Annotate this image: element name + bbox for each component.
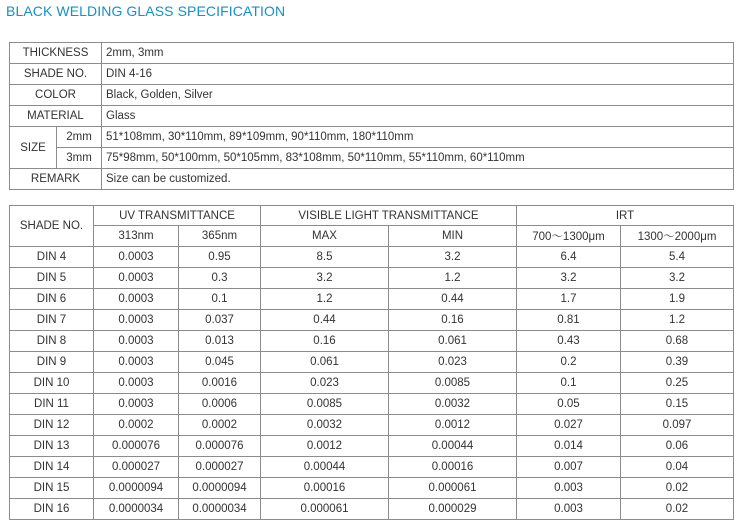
table-row xyxy=(10,352,734,373)
uv-365nm-cell: 0.0002 xyxy=(179,415,261,436)
spec-row-thickness xyxy=(10,43,734,64)
remark-value: Size can be customized. xyxy=(102,169,734,190)
irt-700-1300-cell: 0.43 xyxy=(517,331,621,352)
uv-365nm-cell: 0.000027 xyxy=(179,457,261,478)
irt-1300-2000-cell: 0.15 xyxy=(621,394,734,415)
uv-transmittance-header: UV TRANSMITTANCE xyxy=(94,206,261,226)
irt-700-1300-header: 700～1300μm xyxy=(517,226,621,247)
irt-1300-2000-cell: 0.25 xyxy=(621,373,734,394)
header-row-sub xyxy=(10,226,734,247)
uv-313nm-cell: 0.0003 xyxy=(94,268,179,289)
shade-cell: DIN 9 xyxy=(10,352,94,373)
uv-365nm-cell: 0.045 xyxy=(179,352,261,373)
shade-cell: DIN 7 xyxy=(10,310,94,331)
table-row xyxy=(10,289,734,310)
uv-313nm-cell: 0.0002 xyxy=(94,415,179,436)
visible-min-cell: 0.16 xyxy=(389,310,517,331)
visible-max-header: MAX xyxy=(261,226,389,247)
uv-365nm-cell: 0.95 xyxy=(179,247,261,268)
irt-700-1300-cell: 0.014 xyxy=(517,436,621,457)
visible-min-header: MIN xyxy=(389,226,517,247)
irt-700-1300-cell: 0.1 xyxy=(517,373,621,394)
size-3mm-value: 75*98mm, 50*100mm, 50*105mm, 83*108mm, 50*110mm, 55*110mm, 60*110mm xyxy=(102,148,734,169)
uv-365nm-cell: 0.1 xyxy=(179,289,261,310)
visible-min-cell: 3.2 xyxy=(389,247,517,268)
irt-1300-2000-cell: 0.06 xyxy=(621,436,734,457)
thickness-value: 2mm, 3mm xyxy=(102,43,734,64)
shade-cell: DIN 8 xyxy=(10,331,94,352)
uv-365nm-cell: 0.000076 xyxy=(179,436,261,457)
visible-max-cell: 0.023 xyxy=(261,373,389,394)
irt-1300-2000-cell: 1.9 xyxy=(621,289,734,310)
irt-1300-2000-header: 1300～2000μm xyxy=(621,226,734,247)
visible-min-cell: 0.44 xyxy=(389,289,517,310)
irt-700-1300-cell: 0.003 xyxy=(517,499,621,520)
page-title: BLACK WELDING GLASS SPECIFICATION xyxy=(6,3,286,19)
visible-min-cell: 0.00044 xyxy=(389,436,517,457)
shade-cell: DIN 16 xyxy=(10,499,94,520)
uv-313nm-cell: 0.0003 xyxy=(94,247,179,268)
uv-313nm-cell: 0.0003 xyxy=(94,310,179,331)
uv-313nm-cell: 0.0003 xyxy=(94,331,179,352)
uv-313nm-cell: 0.000027 xyxy=(94,457,179,478)
irt-700-1300-cell: 6.4 xyxy=(517,247,621,268)
irt-700-1300-cell: 0.05 xyxy=(517,394,621,415)
visible-max-cell: 0.0085 xyxy=(261,394,389,415)
visible-min-cell: 0.023 xyxy=(389,352,517,373)
shade-cell: DIN 4 xyxy=(10,247,94,268)
visible-max-cell: 3.2 xyxy=(261,268,389,289)
visible-min-cell: 0.000061 xyxy=(389,478,517,499)
uv-365nm-cell: 0.0016 xyxy=(179,373,261,394)
irt-1300-2000-cell: 0.097 xyxy=(621,415,734,436)
uv-313nm-cell: 0.0000094 xyxy=(94,478,179,499)
shade-cell: DIN 5 xyxy=(10,268,94,289)
visible-min-cell: 0.000029 xyxy=(389,499,517,520)
uv-313nm-header: 313nm xyxy=(94,226,179,247)
visible-max-cell: 0.44 xyxy=(261,310,389,331)
material-value: Glass xyxy=(102,106,734,127)
shade-cell: DIN 6 xyxy=(10,289,94,310)
irt-1300-2000-cell: 0.02 xyxy=(621,499,734,520)
visible-max-cell: 0.0012 xyxy=(261,436,389,457)
shade-label: SHADE NO. xyxy=(10,64,102,85)
table-row xyxy=(10,373,734,394)
spec-row-size-3mm xyxy=(10,148,734,169)
thickness-label: THICKNESS xyxy=(10,43,102,64)
shade-cell: DIN 12 xyxy=(10,415,94,436)
table-row xyxy=(10,478,734,499)
irt-1300-2000-cell: 3.2 xyxy=(621,268,734,289)
transmittance-table-body xyxy=(10,247,734,520)
shade-no-header: SHADE NO. xyxy=(10,206,94,247)
uv-365nm-cell: 0.013 xyxy=(179,331,261,352)
irt-700-1300-cell: 1.7 xyxy=(517,289,621,310)
size-3mm-label: 3mm xyxy=(57,148,102,169)
irt-700-1300-cell: 0.003 xyxy=(517,478,621,499)
uv-365nm-cell: 0.0000034 xyxy=(179,499,261,520)
spec-row-remark xyxy=(10,169,734,190)
irt-700-1300-cell: 0.027 xyxy=(517,415,621,436)
table-row xyxy=(10,394,734,415)
shade-cell: DIN 13 xyxy=(10,436,94,457)
specification-table xyxy=(9,42,734,190)
table-row xyxy=(10,457,734,478)
visible-max-cell: 8.5 xyxy=(261,247,389,268)
uv-313nm-cell: 0.0003 xyxy=(94,394,179,415)
irt-1300-2000-cell: 0.68 xyxy=(621,331,734,352)
uv-365nm-cell: 0.037 xyxy=(179,310,261,331)
shade-cell: DIN 10 xyxy=(10,373,94,394)
shade-cell: DIN 14 xyxy=(10,457,94,478)
irt-1300-2000-cell: 0.02 xyxy=(621,478,734,499)
uv-313nm-cell: 0.0003 xyxy=(94,373,179,394)
irt-700-1300-cell: 0.2 xyxy=(517,352,621,373)
irt-1300-2000-cell: 5.4 xyxy=(621,247,734,268)
size-label: SIZE xyxy=(10,127,57,169)
visible-max-cell: 0.061 xyxy=(261,352,389,373)
header-row-main xyxy=(10,206,734,226)
table-row xyxy=(10,499,734,520)
visible-max-cell: 0.16 xyxy=(261,331,389,352)
visible-min-cell: 0.0085 xyxy=(389,373,517,394)
visible-min-cell: 0.00016 xyxy=(389,457,517,478)
visible-max-cell: 0.000061 xyxy=(261,499,389,520)
uv-313nm-cell: 0.0003 xyxy=(94,352,179,373)
shade-cell: DIN 15 xyxy=(10,478,94,499)
table-row xyxy=(10,247,734,268)
visible-min-cell: 0.061 xyxy=(389,331,517,352)
size-2mm-value: 51*108mm, 30*110mm, 89*109mm, 90*110mm, 180*110mm xyxy=(102,127,734,148)
transmittance-table xyxy=(9,205,734,520)
size-2mm-label: 2mm xyxy=(57,127,102,148)
shade-value: DIN 4-16 xyxy=(102,64,734,85)
uv-365nm-header: 365nm xyxy=(179,226,261,247)
visible-light-header: VISIBLE LIGHT TRANSMITTANCE xyxy=(261,206,517,226)
spec-row-color xyxy=(10,85,734,106)
uv-313nm-cell: 0.0000034 xyxy=(94,499,179,520)
table-row xyxy=(10,415,734,436)
visible-min-cell: 1.2 xyxy=(389,268,517,289)
irt-1300-2000-cell: 0.39 xyxy=(621,352,734,373)
table-row xyxy=(10,310,734,331)
table-row xyxy=(10,331,734,352)
visible-max-cell: 1.2 xyxy=(261,289,389,310)
uv-313nm-cell: 0.0003 xyxy=(94,289,179,310)
irt-1300-2000-cell: 0.04 xyxy=(621,457,734,478)
remark-label: REMARK xyxy=(10,169,102,190)
uv-365nm-cell: 0.0006 xyxy=(179,394,261,415)
uv-365nm-cell: 0.3 xyxy=(179,268,261,289)
color-value: Black, Golden, Silver xyxy=(102,85,734,106)
irt-700-1300-cell: 3.2 xyxy=(517,268,621,289)
material-label: MATERIAL xyxy=(10,106,102,127)
table-row xyxy=(10,268,734,289)
color-label: COLOR xyxy=(10,85,102,106)
spec-row-shade xyxy=(10,64,734,85)
shade-cell: DIN 11 xyxy=(10,394,94,415)
irt-header: IRT xyxy=(517,206,734,226)
visible-max-cell: 0.0032 xyxy=(261,415,389,436)
visible-max-cell: 0.00044 xyxy=(261,457,389,478)
spec-row-size-2mm xyxy=(10,127,734,148)
irt-1300-2000-cell: 1.2 xyxy=(621,310,734,331)
table-row xyxy=(10,436,734,457)
spec-row-material xyxy=(10,106,734,127)
uv-313nm-cell: 0.000076 xyxy=(94,436,179,457)
visible-min-cell: 0.0012 xyxy=(389,415,517,436)
visible-max-cell: 0.00016 xyxy=(261,478,389,499)
irt-700-1300-cell: 0.007 xyxy=(517,457,621,478)
irt-700-1300-cell: 0.81 xyxy=(517,310,621,331)
uv-365nm-cell: 0.0000094 xyxy=(179,478,261,499)
visible-min-cell: 0.0032 xyxy=(389,394,517,415)
